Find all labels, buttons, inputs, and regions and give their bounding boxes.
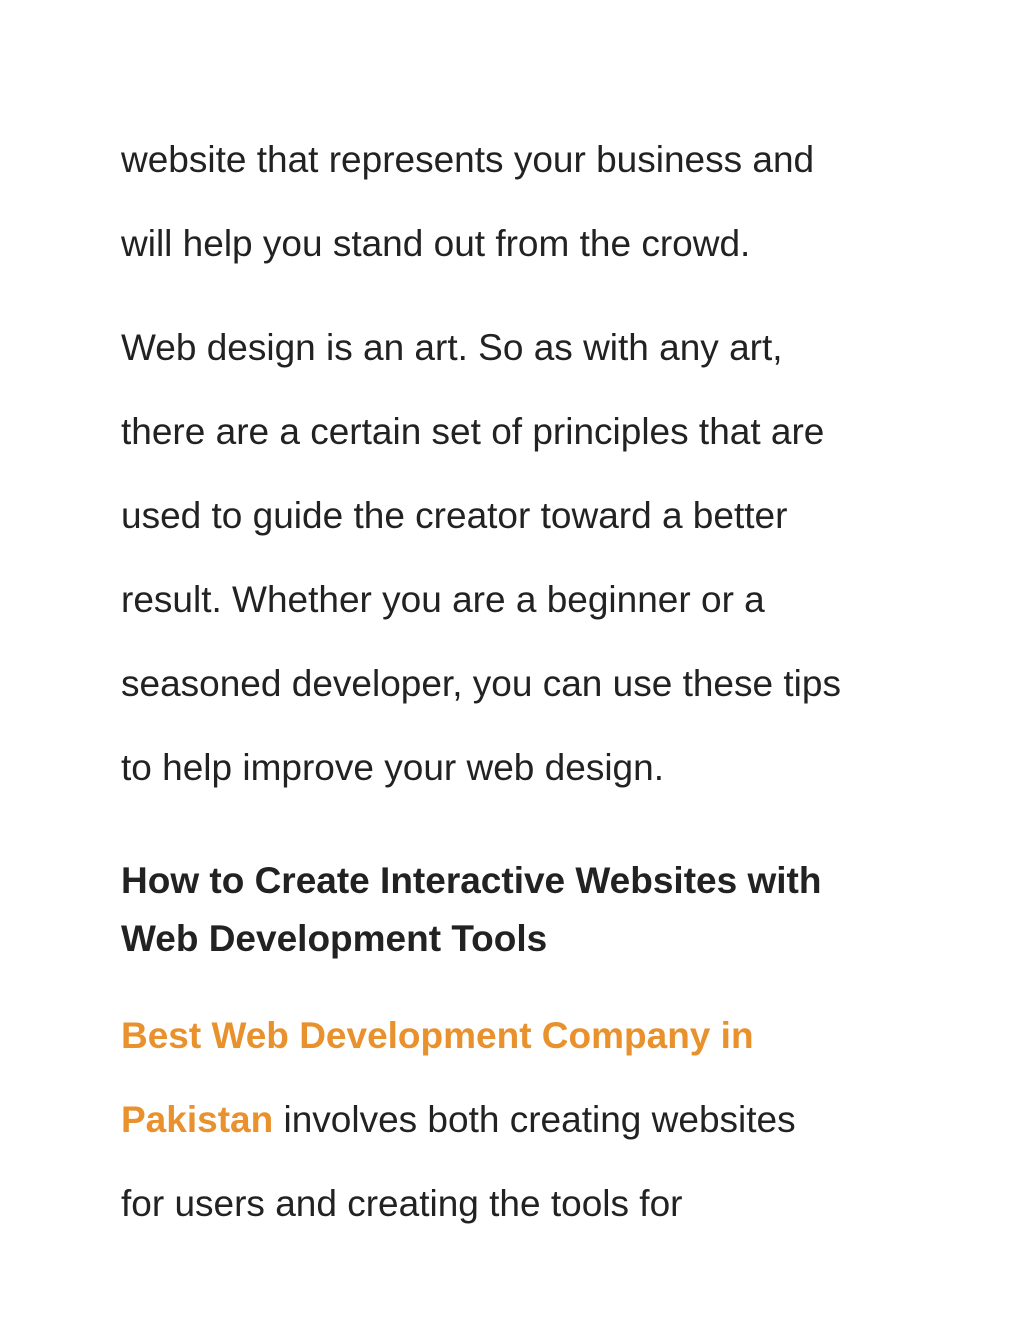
text-line: there are a certain set of principles that are xyxy=(121,411,825,452)
paragraph-company xyxy=(121,994,981,1246)
text-line: to help improve your web design. xyxy=(121,747,664,788)
text-line: Web design is an art. So as with any art, xyxy=(121,327,783,368)
document-page xyxy=(121,118,981,1246)
company-link-part1[interactable]: Best Web Development Company in xyxy=(121,1015,754,1056)
paragraph-web-design-art xyxy=(121,306,981,810)
text-line xyxy=(121,994,981,1078)
text-line: used to guide the creator toward a better xyxy=(121,495,788,536)
paragraph-intro xyxy=(121,118,981,286)
text-segment: involves both creating websites xyxy=(273,1099,796,1140)
text-line: will help you stand out from the crowd. xyxy=(121,223,751,264)
text-line: seasoned developer, you can use these tips xyxy=(121,663,841,704)
text-line: for users and creating the tools for xyxy=(121,1183,683,1224)
text-line: website that represents your business and xyxy=(121,139,815,180)
heading-line: Web Development Tools xyxy=(121,918,548,959)
text-line xyxy=(121,1078,981,1162)
section-heading xyxy=(121,852,981,968)
text-line: result. Whether you are a beginner or a xyxy=(121,579,765,620)
heading-line: How to Create Interactive Websites with xyxy=(121,860,822,901)
company-link-part2[interactable]: Pakistan xyxy=(121,1099,274,1140)
